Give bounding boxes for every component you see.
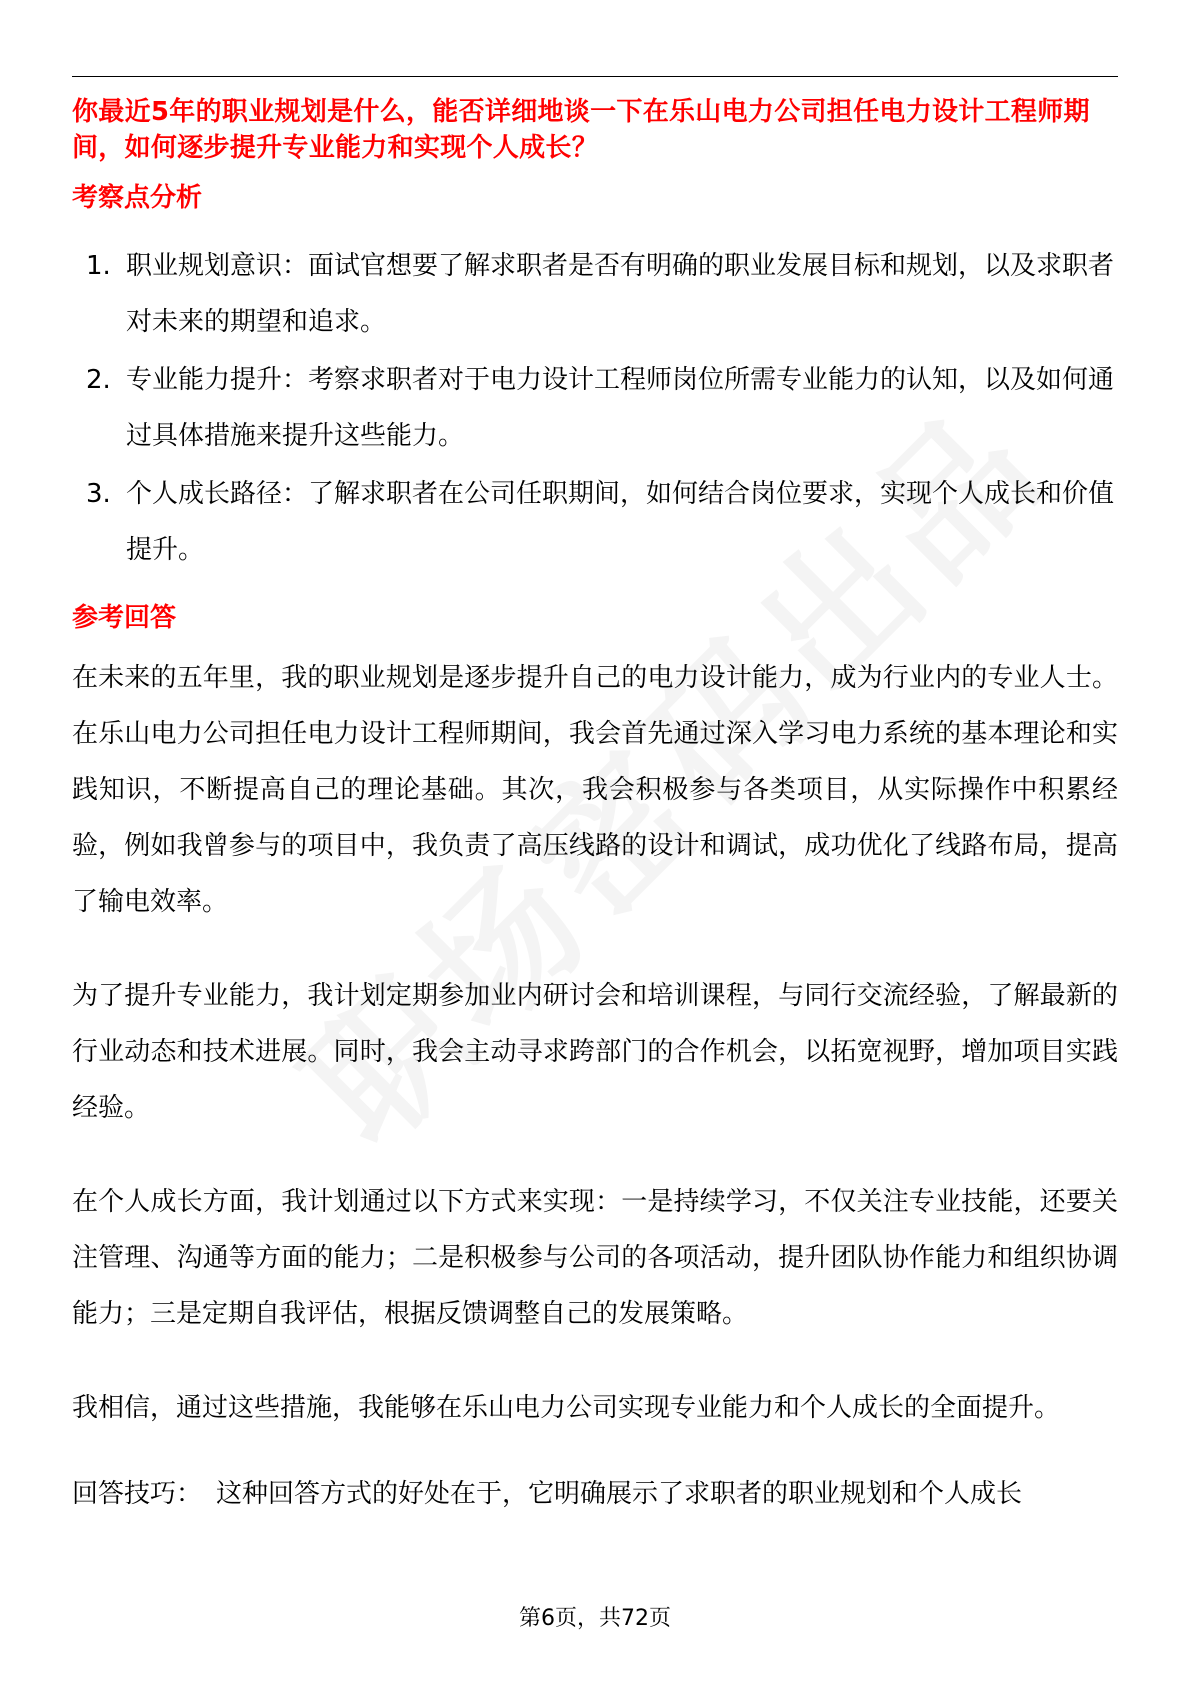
point-number: 3. (86, 479, 111, 509)
point-text: 专业能力提升：考察求职者对于电力设计工程师岗位所需专业能力的认知，以及如何通过具体措施来提升这些能力。 (126, 365, 1115, 451)
tips-text: 这种回答方式的好处在于，它明确展示了求职者的职业规划和个人成长 (216, 1479, 1023, 1509)
answer-paragraph: 在个人成长方面，我计划通过以下方式来实现：一是持续学习，不仅关注专业技能，还要关注管理、沟通等方面的能力；二是积极参与公司的各项活动，提升团队协作能力和组织协调能力；三是定期自我评估，根据反馈调整自己的发展策略。 (72, 1187, 1118, 1329)
question-title: 你最近5年的职业规划是什么，能否详细地谈一下在乐山电力公司担任电力设计工程师期间，如何逐步提升专业能力和实现个人成长？ (72, 97, 1090, 163)
analysis-heading: 考察点分析 (72, 183, 203, 213)
answer-heading: 参考回答 (72, 603, 177, 633)
top-rule (72, 76, 1118, 77)
analysis-point (72, 238, 1118, 350)
page-footer: 第6页，共72页 (519, 1606, 671, 1631)
analysis-point (72, 466, 1118, 578)
answer-paragraph: 我相信，通过这些措施，我能够在乐山电力公司实现专业能力和个人成长的全面提升。 (72, 1393, 1061, 1423)
content (72, 94, 1118, 1522)
answer-paragraph: 在未来的五年里，我的职业规划是逐步提升自己的电力设计能力，成为行业内的专业人士。在乐山电力公司担任电力设计工程师期间，我会首先通过深入学习电力系统的基本理论和实践知识，不断提高自己的理论基础。其次，我会积极参与各类项目，从实际操作中积累经验，例如我曾参与的项目中，我负责了高压线路的设计和调试，成功优化了线路布局，提高了输电效率。 (72, 663, 1118, 917)
point-text: 职业规划意识：面试官想要了解求职者是否有明确的职业发展目标和规划，以及求职者对未来的期望和追求。 (126, 251, 1115, 337)
point-number: 2. (86, 365, 111, 395)
analysis-list (72, 238, 1118, 578)
point-text: 个人成长路径：了解求职者在公司任职期间，如何结合岗位要求，实现个人成长和价值提升。 (126, 479, 1115, 565)
tips-label: 回答技巧： (72, 1479, 203, 1509)
answer-tips (72, 1466, 1118, 1522)
analysis-point (72, 352, 1118, 464)
point-number: 1. (86, 251, 111, 281)
answer-paragraph: 为了提升专业能力，我计划定期参加业内研讨会和培训课程，与同行交流经验，了解最新的行业动态和技术进展。同时，我会主动寻求跨部门的合作机会，以拓宽视野，增加项目实践经验。 (72, 981, 1118, 1123)
